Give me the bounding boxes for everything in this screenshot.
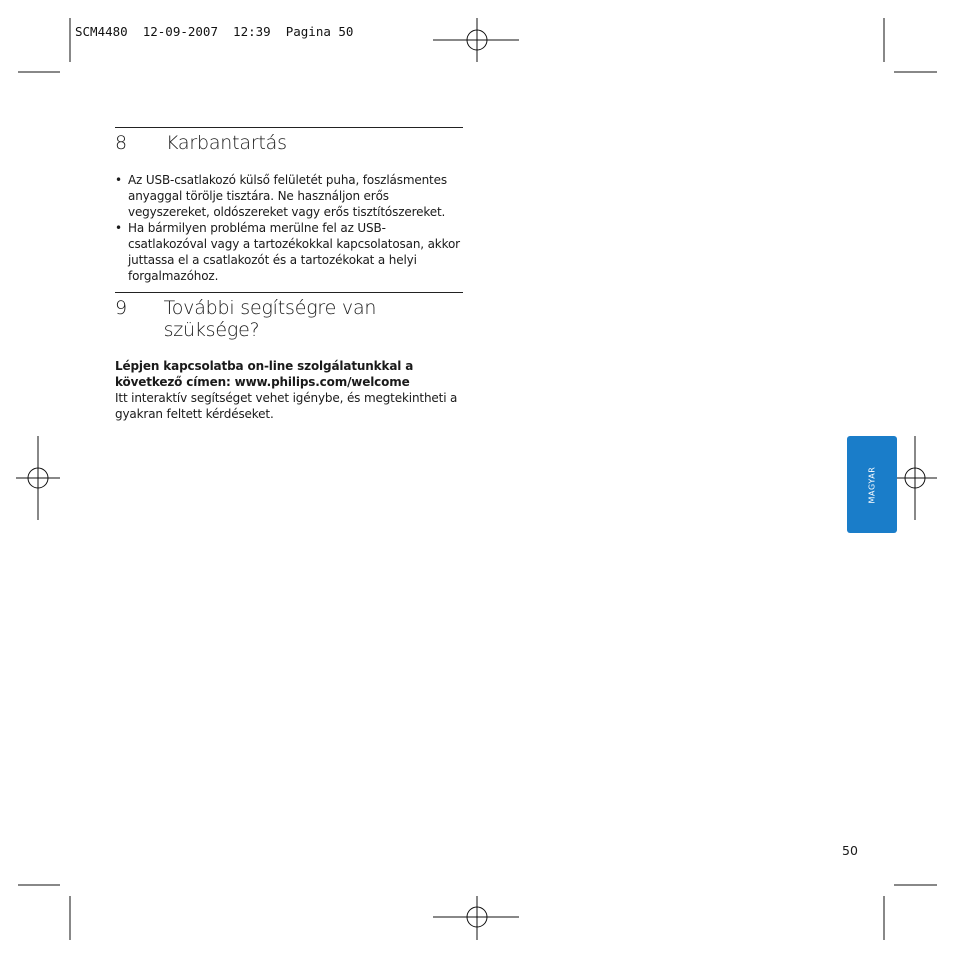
maintenance-list <box>115 172 463 284</box>
print-slug-line: SCM4480 12-09-2007 12:39 Pagina 50 <box>75 24 354 39</box>
section-title: További segítségre van szüksége? <box>163 297 377 341</box>
list-item: • Ha bármilyen probléma merülne fel az USB-csatlakozóval vagy a tartozékokkal kapcsolatosan, akkor juttassa el a csatlakozót és a tartozékokat a helyi forgalmazóhoz. <box>115 220 463 284</box>
list-item: • Az USB-csatlakozó külső felületét puha, foszlásmentes anyaggal törölje tisztára. Ne használjon erős vegyszereket, oldószereket vagy erős tisztítószereket. <box>115 172 463 220</box>
section-title: Karbantartás <box>166 132 287 154</box>
registration-mark-right <box>893 436 937 520</box>
help-body-text: Itt interaktív segítséget vehet igénybe, és megtekintheti a gyakran feltett kérdéseket. <box>115 391 458 421</box>
section-help <box>115 292 463 422</box>
page-number: 50 <box>842 843 858 858</box>
registration-mark-left <box>16 436 60 520</box>
section-heading <box>115 132 463 154</box>
section-rule <box>115 127 463 128</box>
language-tab <box>847 436 897 533</box>
section-number: 9 <box>115 297 127 319</box>
section-number: 8 <box>115 132 127 154</box>
section-maintenance <box>115 127 463 284</box>
section-rule <box>115 292 463 293</box>
section-heading <box>115 297 463 341</box>
registration-mark-bottom <box>433 896 519 940</box>
language-tab-label: MAGYAR <box>867 466 877 503</box>
registration-mark-top <box>433 18 519 62</box>
contact-text: Lépjen kapcsolatba on-line szolgálatunkkal a következő címen: www.philips.com/welcome <box>115 359 414 389</box>
